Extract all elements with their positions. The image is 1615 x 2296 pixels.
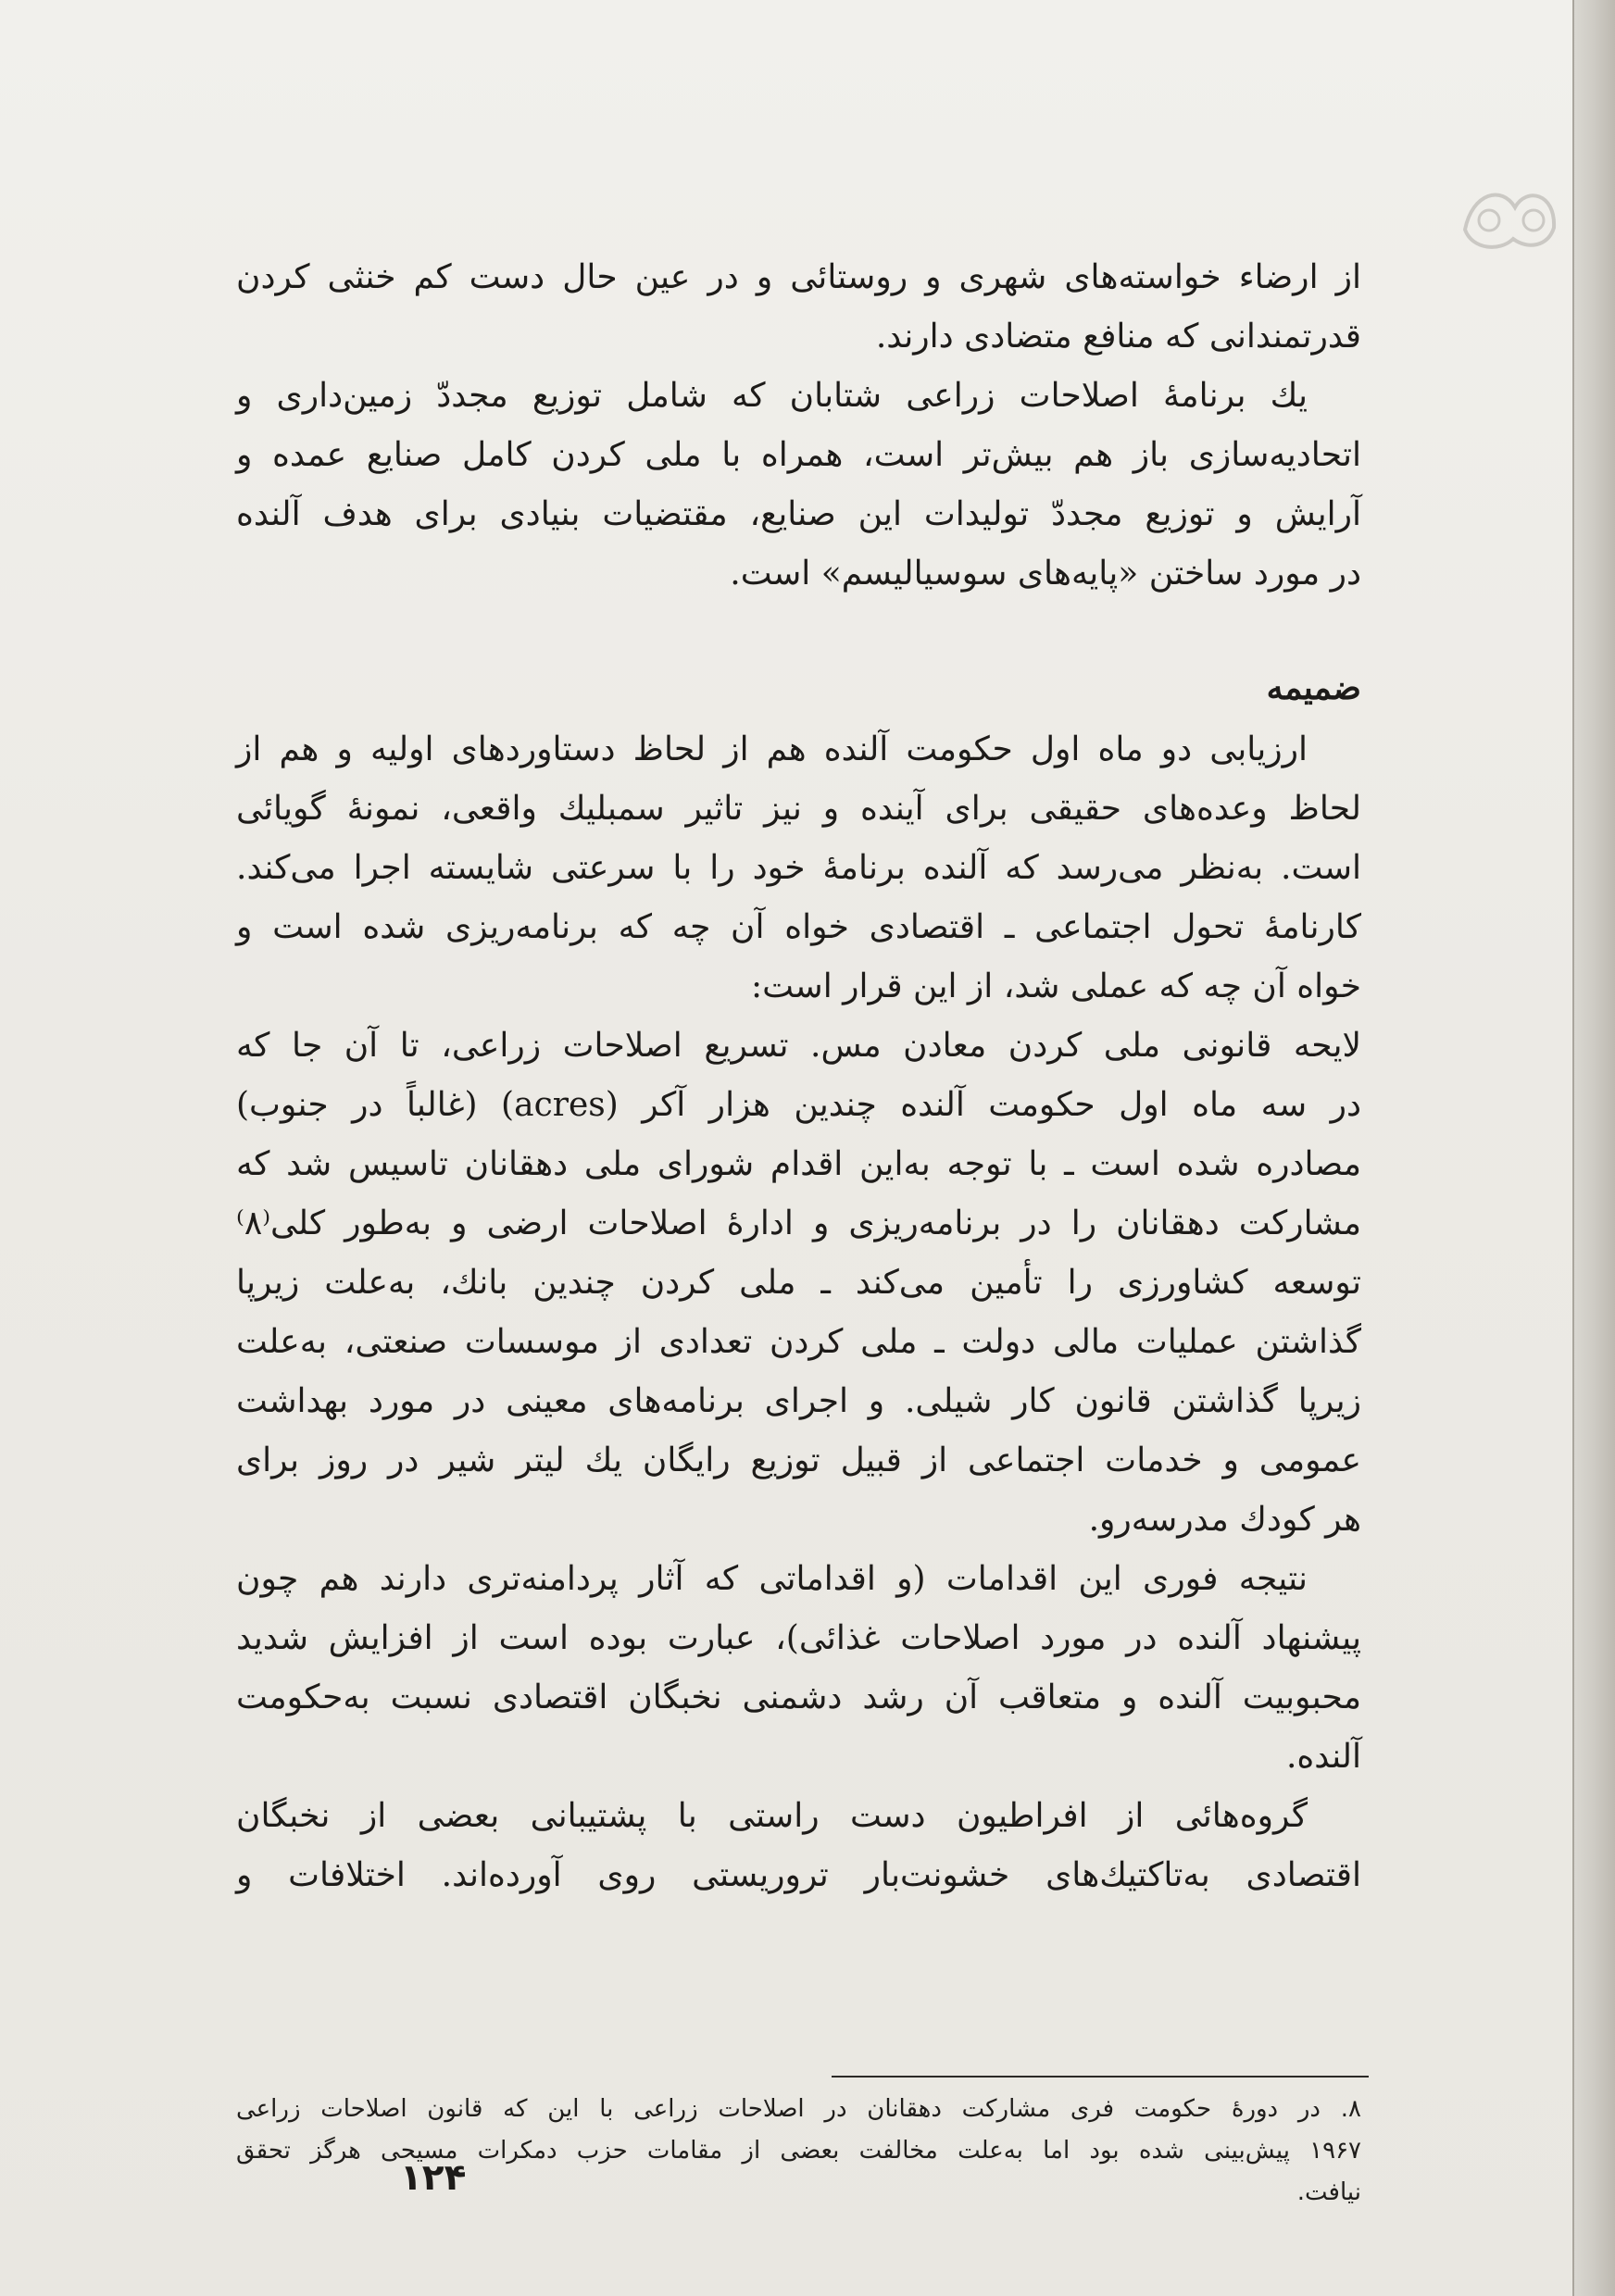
text-line: مشارکت دهقانان را در برنامه‌ریزی و ادارهٔ اصلاحات ارضی و به‌طور کلی⁽۸⁾ <box>236 1204 1361 1242</box>
footnote-divider <box>832 2076 1369 2078</box>
text-line: نتیجه فوری این اقدامات (و اقداماتی که آثار پردامنه‌تری دارند هم چون <box>236 1560 1308 1598</box>
text-line: زیرپا گذاشتن قانون کار شیلی. و اجرای برنامه‌های معینی در مورد بهداشت <box>236 1382 1361 1420</box>
text-line: در مورد ساختن «پایه‌های سوسیالیسم» است. <box>730 555 1361 593</box>
text-line: لایحه قانونی ملی کردن معادن مس. تسریع اصلاحات زراعی، تا آن جا که <box>236 1027 1361 1065</box>
text-line: در سه ماه اول حکومت آلنده چندین هزار آکر (acres) (غالباً در جنوب) <box>236 1086 1361 1124</box>
appendix-paragraph-1 <box>236 720 1361 1017</box>
text-line: پیشنهاد آلنده در مورد اصلاحات غذائی)، عبارت بوده است از افزایش شدید <box>236 1619 1361 1657</box>
text-line: هر کودك مدرسه‌رو. <box>1088 1501 1361 1539</box>
text-line: اقتصادی به‌تاکتیك‌های خشونت‌بار تروریستی روی آورده‌اند. اختلافات و <box>236 1856 1361 1894</box>
text-line: توسعه کشاورزی را تأمین می‌کند ـ ملی کردن چندین بانك، به‌علت زیرپا <box>236 1264 1361 1302</box>
paragraph-1 <box>236 248 1361 367</box>
text-line: اتحادیه‌سازی باز هم بیش‌تر است، همراه با ملی کردن کامل صنایع عمده و <box>236 436 1361 474</box>
appendix-paragraph-4 <box>236 1787 1361 1905</box>
page-number: ۱۲۴ <box>400 2157 467 2199</box>
footnote-line: نیافت. <box>1296 2178 1361 2206</box>
text-line: مصادره شده است ـ با توجه به‌این اقدام شورای ملی دهقانان تاسیس شد که <box>236 1145 1361 1183</box>
text-line: ارزیابی دو ماه اول حکومت آلنده هم از لحاظ دستاوردهای اولیه و هم از <box>236 730 1308 768</box>
page-edge <box>1572 0 1615 2296</box>
appendix-paragraph-3 <box>236 1550 1361 1787</box>
text-line: گروه‌هائی از افراطیون دست راستی با پشتیبانی بعضی از نخبگان <box>236 1797 1308 1835</box>
text-line: قدرتمندانی که منافع متضادی دارند. <box>875 318 1361 356</box>
text-line: آلنده. <box>1285 1738 1361 1776</box>
text-line: آرایش و توزیع مجددّ تولیدات این صنایع، مقتضیات بنیادی برای هدف آلنده <box>236 495 1361 533</box>
text-line: کارنامهٔ تحول اجتماعی ـ اقتصادی خواه آن چه که برنامه‌ریزی شده است و <box>236 908 1361 946</box>
text-line: گذاشتن عملیات مالی دولت ـ ملی کردن تعدادی از موسسات صنعتی، به‌علت <box>236 1323 1361 1361</box>
appendix-heading: ضمیمه <box>1266 668 1361 707</box>
text-line: محبوبیت آلنده و متعاقب آن رشد دشمنی نخبگان اقتصادی نسبت به‌حکومت <box>236 1678 1361 1716</box>
appendix-paragraph-2 <box>236 1017 1361 1550</box>
text-line: لحاظ وعده‌های حقیقی برای آینده و نیز تاثیر سمبلیك واقعی، نمونهٔ گویائی <box>236 790 1361 828</box>
text-line: است. به‌نظر می‌رسد که آلنده برنامهٔ خود را با سرعتی شایسته اجرا می‌کند. <box>236 849 1361 887</box>
paragraph-2 <box>236 367 1361 604</box>
bleed-through-stamp-icon <box>1456 176 1567 259</box>
text-line: از ارضاء خواسته‌های شهری و روستائی و در عین حال دست کم خنثی کردن <box>236 258 1361 296</box>
text-line: یك برنامهٔ اصلاحات زراعی شتابان که شامل توزیع مجددّ زمین‌داری و <box>236 377 1308 415</box>
footnote-line: ۱۹۶۷ پیش‌بینی شده بود اما به‌علت مخالفت بعضی از مقامات حزب دمکرات مسیحی هرگز تحقق <box>236 2137 1361 2165</box>
text-line: عمومی و خدمات اجتماعی از قبیل توزیع رایگان یك لیتر شیر در روز برای <box>236 1441 1361 1479</box>
footnote-line: ۸. در دورهٔ حکومت فری مشارکت دهقانان در اصلاحات زراعی با این که قانون اصلاحات زراعی <box>236 2095 1361 2123</box>
text-line: خواه آن چه که عملی شد، از این قرار است: <box>751 967 1361 1005</box>
main-text <box>236 248 1361 1905</box>
